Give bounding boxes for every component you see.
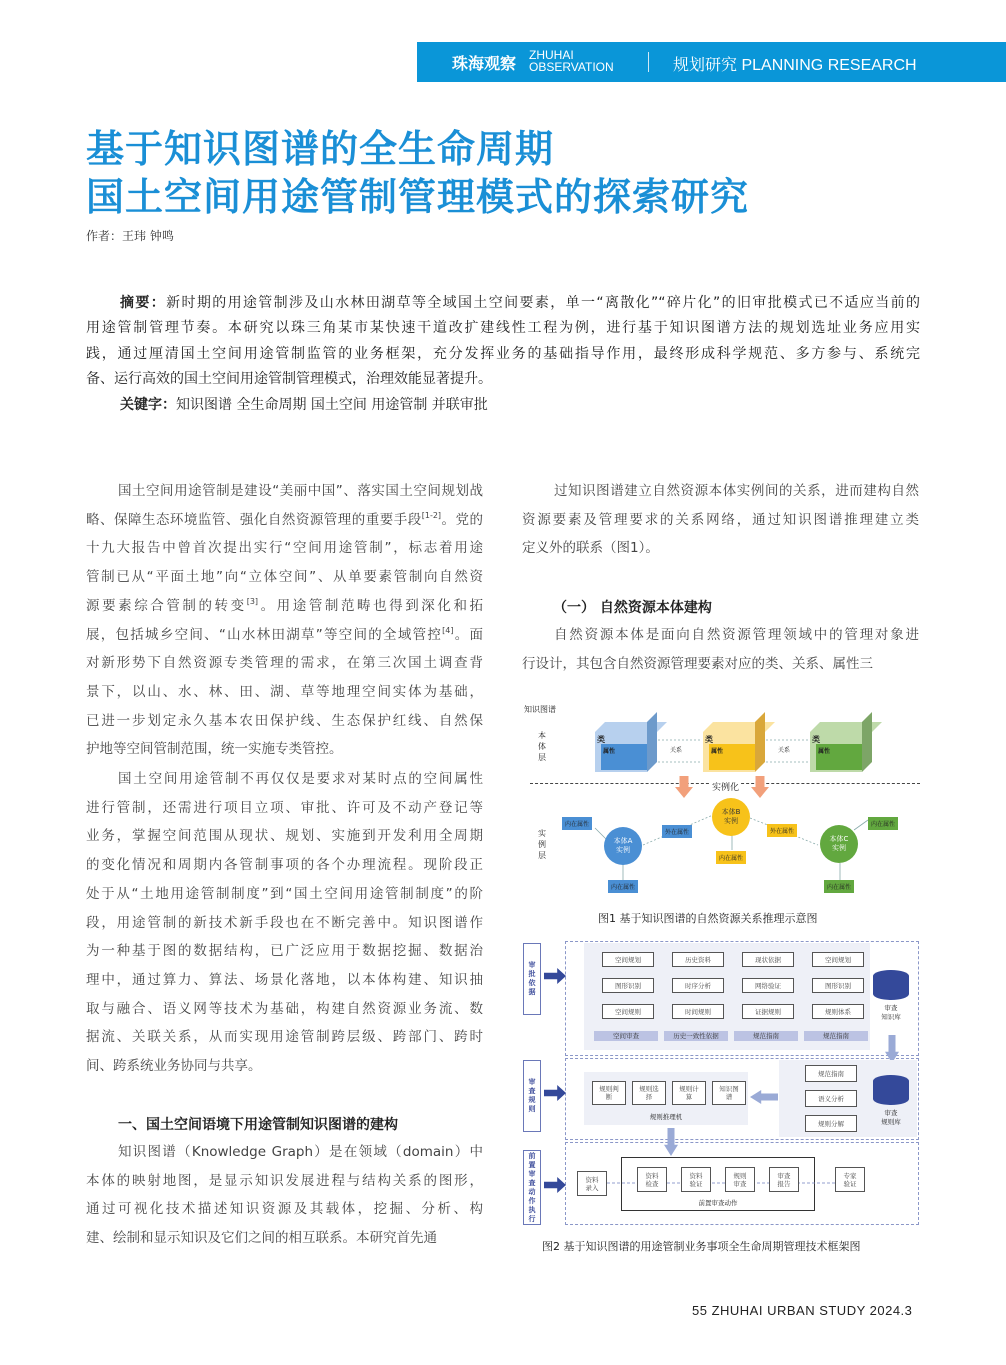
kb-item: 规则体系 bbox=[812, 1004, 864, 1019]
brand-en bbox=[529, 49, 614, 73]
class-label: 类 bbox=[812, 735, 820, 744]
kb-item: 空间规则 bbox=[602, 1004, 654, 1019]
body-line: 间、跨系统业务协同与共享。 bbox=[86, 1058, 262, 1074]
body-line: 取与融合、语义网等技术为基础，构建自然资源业务流、数 bbox=[86, 1001, 483, 1017]
pre-review-step: 规则 审查 bbox=[725, 1167, 755, 1192]
expert-verify-step: 专家 验证 bbox=[835, 1167, 865, 1192]
extrinsic-attr-tag: 外在属性 bbox=[662, 825, 692, 838]
body-line: 国土空间用途管制是建设“美丽中国”、落实国土空间规划战 bbox=[118, 483, 483, 499]
body-line: 据流、关联关系，从而实现用途管制跨层级、跨部门、跨时 bbox=[86, 1029, 483, 1045]
attribute-label: 属性 bbox=[816, 744, 862, 770]
rule-library-item: 规范指南 bbox=[805, 1065, 857, 1082]
body-line: 定义外的联系（图1）。 bbox=[522, 540, 659, 556]
kb-item: 空间规划 bbox=[812, 952, 864, 967]
pre-review-step: 审查 报告 bbox=[769, 1167, 799, 1192]
body-line: 管制已从“平面土地”向“立体空间”、从单要素管制向自然资 bbox=[86, 569, 483, 585]
ontology-layer-label: 本 体 层 bbox=[538, 731, 546, 762]
body-line: 国土空间用途管制不再仅仅是要求对某时点的空间属性 bbox=[118, 771, 483, 787]
intrinsic-attr-tag: 内在属性 bbox=[824, 880, 854, 893]
header-divider bbox=[648, 52, 649, 72]
side-label-rules: 审 查 规 则 bbox=[523, 1060, 541, 1132]
rule-engine-item: 规则选 择 bbox=[632, 1081, 666, 1105]
instance-a-node: 本体A 实例 bbox=[604, 827, 642, 865]
body-line bbox=[86, 597, 483, 615]
body-line: 十九大报告中曾首次提出实行“空间用途管制”，标志着用途 bbox=[86, 540, 483, 556]
pre-review-actions-label: 前置审查动作 bbox=[698, 1199, 738, 1207]
abstract-line bbox=[120, 294, 920, 312]
body-line: 业务，掌握空间范围从现状、规划、实施到开发利用全周期 bbox=[86, 828, 483, 844]
article-title-line2: 国土空间用途管制管理模式的探索研究 bbox=[86, 175, 750, 219]
section-heading-1: 一、国土空间语境下用途管制知识图谱的建构 bbox=[118, 1117, 398, 1133]
instantiate-label: 实例化 bbox=[710, 780, 741, 793]
kb-category-band: 空间审查 bbox=[594, 1031, 658, 1041]
brand-cn: 珠海观察 bbox=[452, 54, 517, 73]
abstract-line bbox=[86, 319, 920, 337]
intrinsic-attr-tag: 内在属性 bbox=[716, 851, 746, 864]
section-name: 规划研究 PLANNING RESEARCH bbox=[673, 57, 917, 74]
article-title-line1: 基于知识图谱的全生命周期 bbox=[86, 127, 555, 171]
intrinsic-attr-tag: 内在属性 bbox=[868, 817, 898, 830]
body-text-segment: 。面 bbox=[453, 627, 483, 643]
keywords: 知识图谱 全生命周期 国土空间 用途管制 并联审批 bbox=[176, 397, 488, 413]
figure-2 bbox=[520, 935, 920, 1255]
attribute-label: 属性 bbox=[601, 744, 647, 770]
body-line: 理中，通过算力、算法、场景化落地，以本体构建、知识抽 bbox=[86, 972, 483, 988]
body-line: 进行管制，还需进行项目立项、审批、许可及不动产登记等 bbox=[86, 800, 483, 816]
body-line: 为一种基于图的数据结构，已广泛应用于数据挖掘、数据治 bbox=[86, 943, 483, 959]
extrinsic-attr-tag: 外在属性 bbox=[767, 824, 797, 837]
body-line: 护地等空间管制范围，统一实施专类管控。 bbox=[86, 741, 343, 757]
fig2-flow-lines bbox=[520, 935, 920, 1255]
figure-1-caption: 图1 基于知识图谱的自然资源关系推理示意图 bbox=[598, 912, 818, 925]
body-line: 对新形势下自然资源专类管理的需求，在第三次国土调查背 bbox=[86, 655, 483, 671]
abstract-line bbox=[86, 345, 920, 363]
figure-2-caption: 图2 基于知识图谱的用途管制业务事项全生命周期管理技术框架图 bbox=[542, 1240, 861, 1253]
abstract-line bbox=[86, 370, 920, 388]
body-line: 知识图谱（Knowledge Graph）是在领域（domain）中 bbox=[118, 1144, 483, 1160]
fig1-title-label: 知识图谱 bbox=[524, 705, 556, 714]
body-line: 景下，以山、水、林、田、湖、草等地理空间实体为基础， bbox=[86, 684, 483, 700]
abstract-text: 备、运行高效的国土空间用途管制管理模式，治理效能显著提升。 bbox=[86, 371, 492, 387]
kb-item: 时间规则 bbox=[672, 1004, 724, 1019]
pre-review-step: 资料 检查 bbox=[637, 1167, 667, 1192]
kb-category-band: 历史一致性依据 bbox=[664, 1031, 728, 1041]
kb-item: 现状依据 bbox=[742, 952, 794, 967]
relation-label: 关系 bbox=[670, 747, 683, 754]
rule-library-item: 语义分析 bbox=[805, 1090, 857, 1107]
review-rule-base-label: 审查 规则库 bbox=[881, 1109, 901, 1126]
class-label: 类 bbox=[597, 735, 605, 744]
page-footer: 55 ZHUHAI URBAN STUDY 2024.3 bbox=[692, 1303, 913, 1318]
body-text-segment: 。党的 bbox=[441, 512, 484, 528]
kb-item: 时序分析 bbox=[672, 978, 724, 993]
intrinsic-attr-tag: 内在属性 bbox=[608, 880, 638, 893]
body-line: 建、绘制和显示知识及它们之间的相互联系。本研究首先通 bbox=[86, 1230, 437, 1246]
body-line: 本体的映射地图，是显示知识发展进程与结构关系的图形， bbox=[86, 1173, 483, 1189]
abstract-text: 用途管制管理节奏。本研究以珠三角某市某快速干道改扩建线性工程为例，进行基于知识图谱方法的规划选址业务应用实 bbox=[86, 320, 920, 336]
body-line bbox=[86, 511, 483, 529]
rule-engine-item: 知识图 谱 bbox=[712, 1081, 746, 1105]
abstract-label: 摘要： bbox=[120, 295, 167, 311]
keywords-label: 关键字： bbox=[120, 397, 176, 413]
body-text-segment: 略、保障生态环境监管、强化自然资源管理的重要手段 bbox=[86, 512, 422, 528]
pre-review-step: 资料 验证 bbox=[681, 1167, 711, 1192]
kb-item: 证据规则 bbox=[742, 1004, 794, 1019]
kb-item: 图形识别 bbox=[602, 978, 654, 993]
kb-item: 历史资料 bbox=[672, 952, 724, 967]
figure-1 bbox=[520, 700, 920, 930]
instance-b-node: 本体B 实例 bbox=[712, 798, 750, 836]
attribute-label: 属性 bbox=[709, 744, 755, 770]
keywords-line bbox=[120, 396, 920, 414]
body-text-segment: 展，包括城乡空间、“山水林田湖草”等空间的全域管控 bbox=[86, 627, 443, 643]
rule-engine-label: 规则推理机 bbox=[649, 1113, 683, 1121]
body-line: 过知识图谱建立自然资源本体实例间的关系，进而建构自然 bbox=[554, 483, 919, 499]
relation-label: 关系 bbox=[778, 747, 791, 754]
rule-engine-item: 规则计 算 bbox=[672, 1081, 706, 1105]
instance-c-node: 本体C 实例 bbox=[820, 825, 858, 863]
intrinsic-attr-tag: 内在属性 bbox=[562, 817, 592, 830]
review-knowledge-base-label: 审查 知识库 bbox=[881, 1004, 901, 1021]
brand-en-1: ZHUHAI bbox=[529, 48, 574, 62]
citation: [4] bbox=[442, 626, 454, 635]
rule-library-item: 规则分解 bbox=[805, 1115, 857, 1132]
body-line: 已进一步划定永久基本农田保护线、生态保护红线、自然保 bbox=[86, 713, 483, 729]
body-line: 的变化情况和周期内各管制事项的各个办理流程。现阶段正 bbox=[86, 857, 483, 873]
body-line: 段，用途管制的新技术新手段也在不断完善中。知识图谱作 bbox=[86, 915, 483, 931]
brand-en-2: OBSERVATION bbox=[529, 60, 614, 74]
body-line: 处于从“土地用途管制制度”到“国土空间用途管制制度”的阶 bbox=[86, 886, 483, 902]
citation: [3] bbox=[246, 597, 259, 606]
abstract-text: 践，通过厘清国土空间用途管制监管的业务框架，充分发挥业务的基础指导作用，最终形成科学规范、多方参与、系统完 bbox=[86, 346, 920, 362]
citation: [1-2] bbox=[421, 511, 442, 520]
body-line: 自然资源本体是面向自然资源管理领域中的管理对象进 bbox=[554, 627, 919, 643]
subsection-heading: （一） 自然资源本体建构 bbox=[553, 600, 712, 616]
abstract-text: 新时期的用途管制涉及山水林田湖草等全域国土空间要素，单一“离散化”“碎片化”的旧审批模式已不适应当前的 bbox=[166, 295, 921, 311]
kb-category-band: 规范指南 bbox=[804, 1031, 868, 1041]
body-text-segment: 。用途管制范畴也得到深化和拓 bbox=[258, 598, 484, 614]
body-line: 通过可视化技术描述知识资源及其载体，挖掘、分析、构 bbox=[86, 1201, 483, 1217]
kb-item: 图形识别 bbox=[812, 978, 864, 993]
author-line: 作者：王玮 钟鸣 bbox=[86, 229, 174, 243]
body-line: 行设计，其包含自然资源管理要素对应的类、关系、属性三 bbox=[522, 656, 873, 672]
journal-header-bar bbox=[417, 42, 1006, 82]
rule-engine-item: 规则判 断 bbox=[592, 1081, 626, 1105]
kb-category-band: 规范指南 bbox=[734, 1031, 798, 1041]
kb-item: 网络验证 bbox=[742, 978, 794, 993]
body-line: 资源要素及管理要求的关系网络，通过知识图谱推理建立类 bbox=[522, 512, 919, 528]
instance-layer-label: 实 例 层 bbox=[538, 829, 546, 860]
data-input-step: 资料 录入 bbox=[577, 1171, 607, 1196]
side-label-execution: 前 置 审 查 动 作 执 行 bbox=[523, 1150, 541, 1225]
class-label: 类 bbox=[705, 735, 713, 744]
kb-item: 空间规划 bbox=[602, 952, 654, 967]
body-text-segment: 源要素综合管制的转变 bbox=[86, 598, 247, 614]
body-line bbox=[86, 626, 483, 644]
side-label-approval: 审 批 依 据 bbox=[523, 943, 541, 1015]
